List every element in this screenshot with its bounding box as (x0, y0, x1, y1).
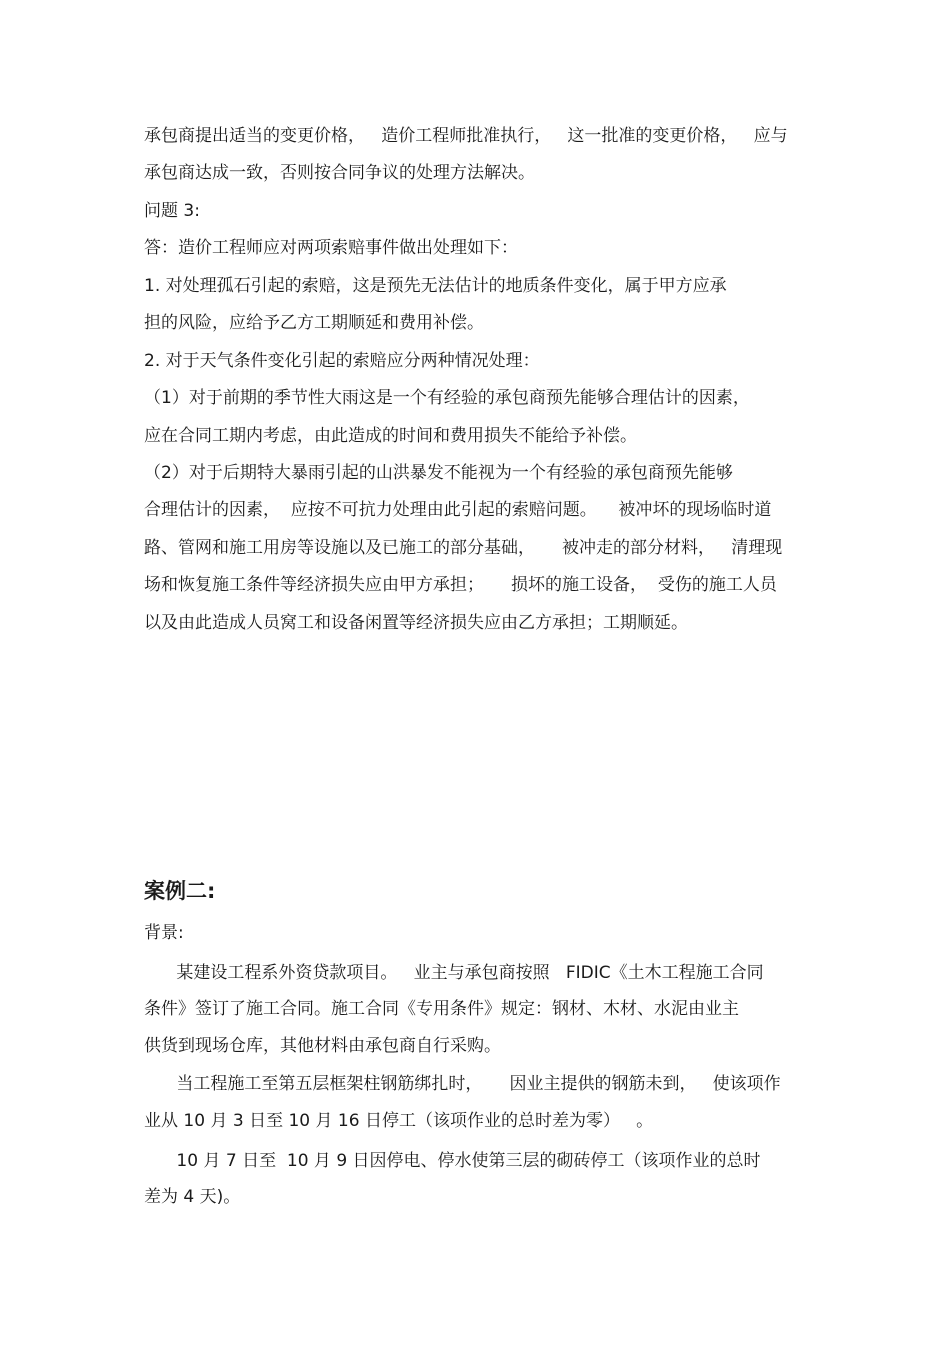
paragraph-line: 供货到现场仓库，其他材料由承包商自行采购。 (144, 1036, 501, 1056)
background-label: 背景: (144, 923, 184, 943)
paragraph-line: 合理估计的因素， 应按不可抗力处理由此引起的索赔问题。 被冲坏的现场临时道 (144, 500, 772, 520)
paragraph-line: 承包商提出适当的变更价格， 造价工程师批准执行， 这一批准的变更价格， 应与 (144, 126, 788, 146)
paragraph-line: 某建设工程系外资贷款项目。 业主与承包商按照 FIDIC《土木工程施工合同 (144, 963, 764, 983)
paragraph-line: 当工程施工至第五层框架柱钢筋绑扎时， 因业主提供的钢筋未到， 使该项作 (144, 1074, 781, 1094)
question-label: 问题 3: (144, 201, 200, 221)
paragraph-line: 路、管网和施工用房等设施以及已施工的部分基础， 被冲走的部分材料， 清理现 (144, 538, 783, 558)
paragraph-line: 条件》签订了施工合同。施工合同《专用条件》规定：钢材、木材、水泥由业主 (144, 999, 739, 1019)
answer-intro: 答：造价工程师应对两项索赔事件做出处理如下： (144, 238, 518, 258)
paragraph-line: 差为 4 天)。 (144, 1187, 241, 1207)
paragraph-line: 应在合同工期内考虑，由此造成的时间和费用损失不能给予补偿。 (144, 426, 637, 446)
paragraph-line: 10 月 7 日至 10 月 9 日因停电、停水使第三层的砌砖停工（该项作业的总时 (144, 1151, 761, 1171)
list-item: 2. 对于天气条件变化引起的索赔应分两种情况处理： (144, 351, 540, 371)
case-heading: 案例二: (144, 879, 216, 903)
paragraph-line: 以及由此造成人员窝工和设备闲置等经济损失应由乙方承担；工期顺延。 (144, 613, 688, 633)
list-item: 1. 对处理孤石引起的索赔，这是预先无法估计的地质条件变化，属于甲方应承 (144, 276, 727, 296)
paragraph-line: 承包商达成一致，否则按合同争议的处理方法解决。 (144, 163, 535, 183)
paragraph-line: 担的风险，应给予乙方工期顺延和费用补偿。 (144, 313, 484, 333)
sub-item: （1）对于前期的季节性大雨这是一个有经验的承包商预先能够合理估计的因素， (144, 388, 750, 408)
sub-item: （2）对于后期特大暴雨引起的山洪暴发不能视为一个有经验的承包商预先能够 (144, 463, 733, 483)
paragraph-line: 业从 10 月 3 日至 10 月 16 日停工（该项作业的总时差为零） 。 (144, 1111, 654, 1131)
paragraph-line: 场和恢复施工条件等经济损失应由甲方承担； 损坏的施工设备， 受伤的施工人员 (144, 575, 777, 595)
